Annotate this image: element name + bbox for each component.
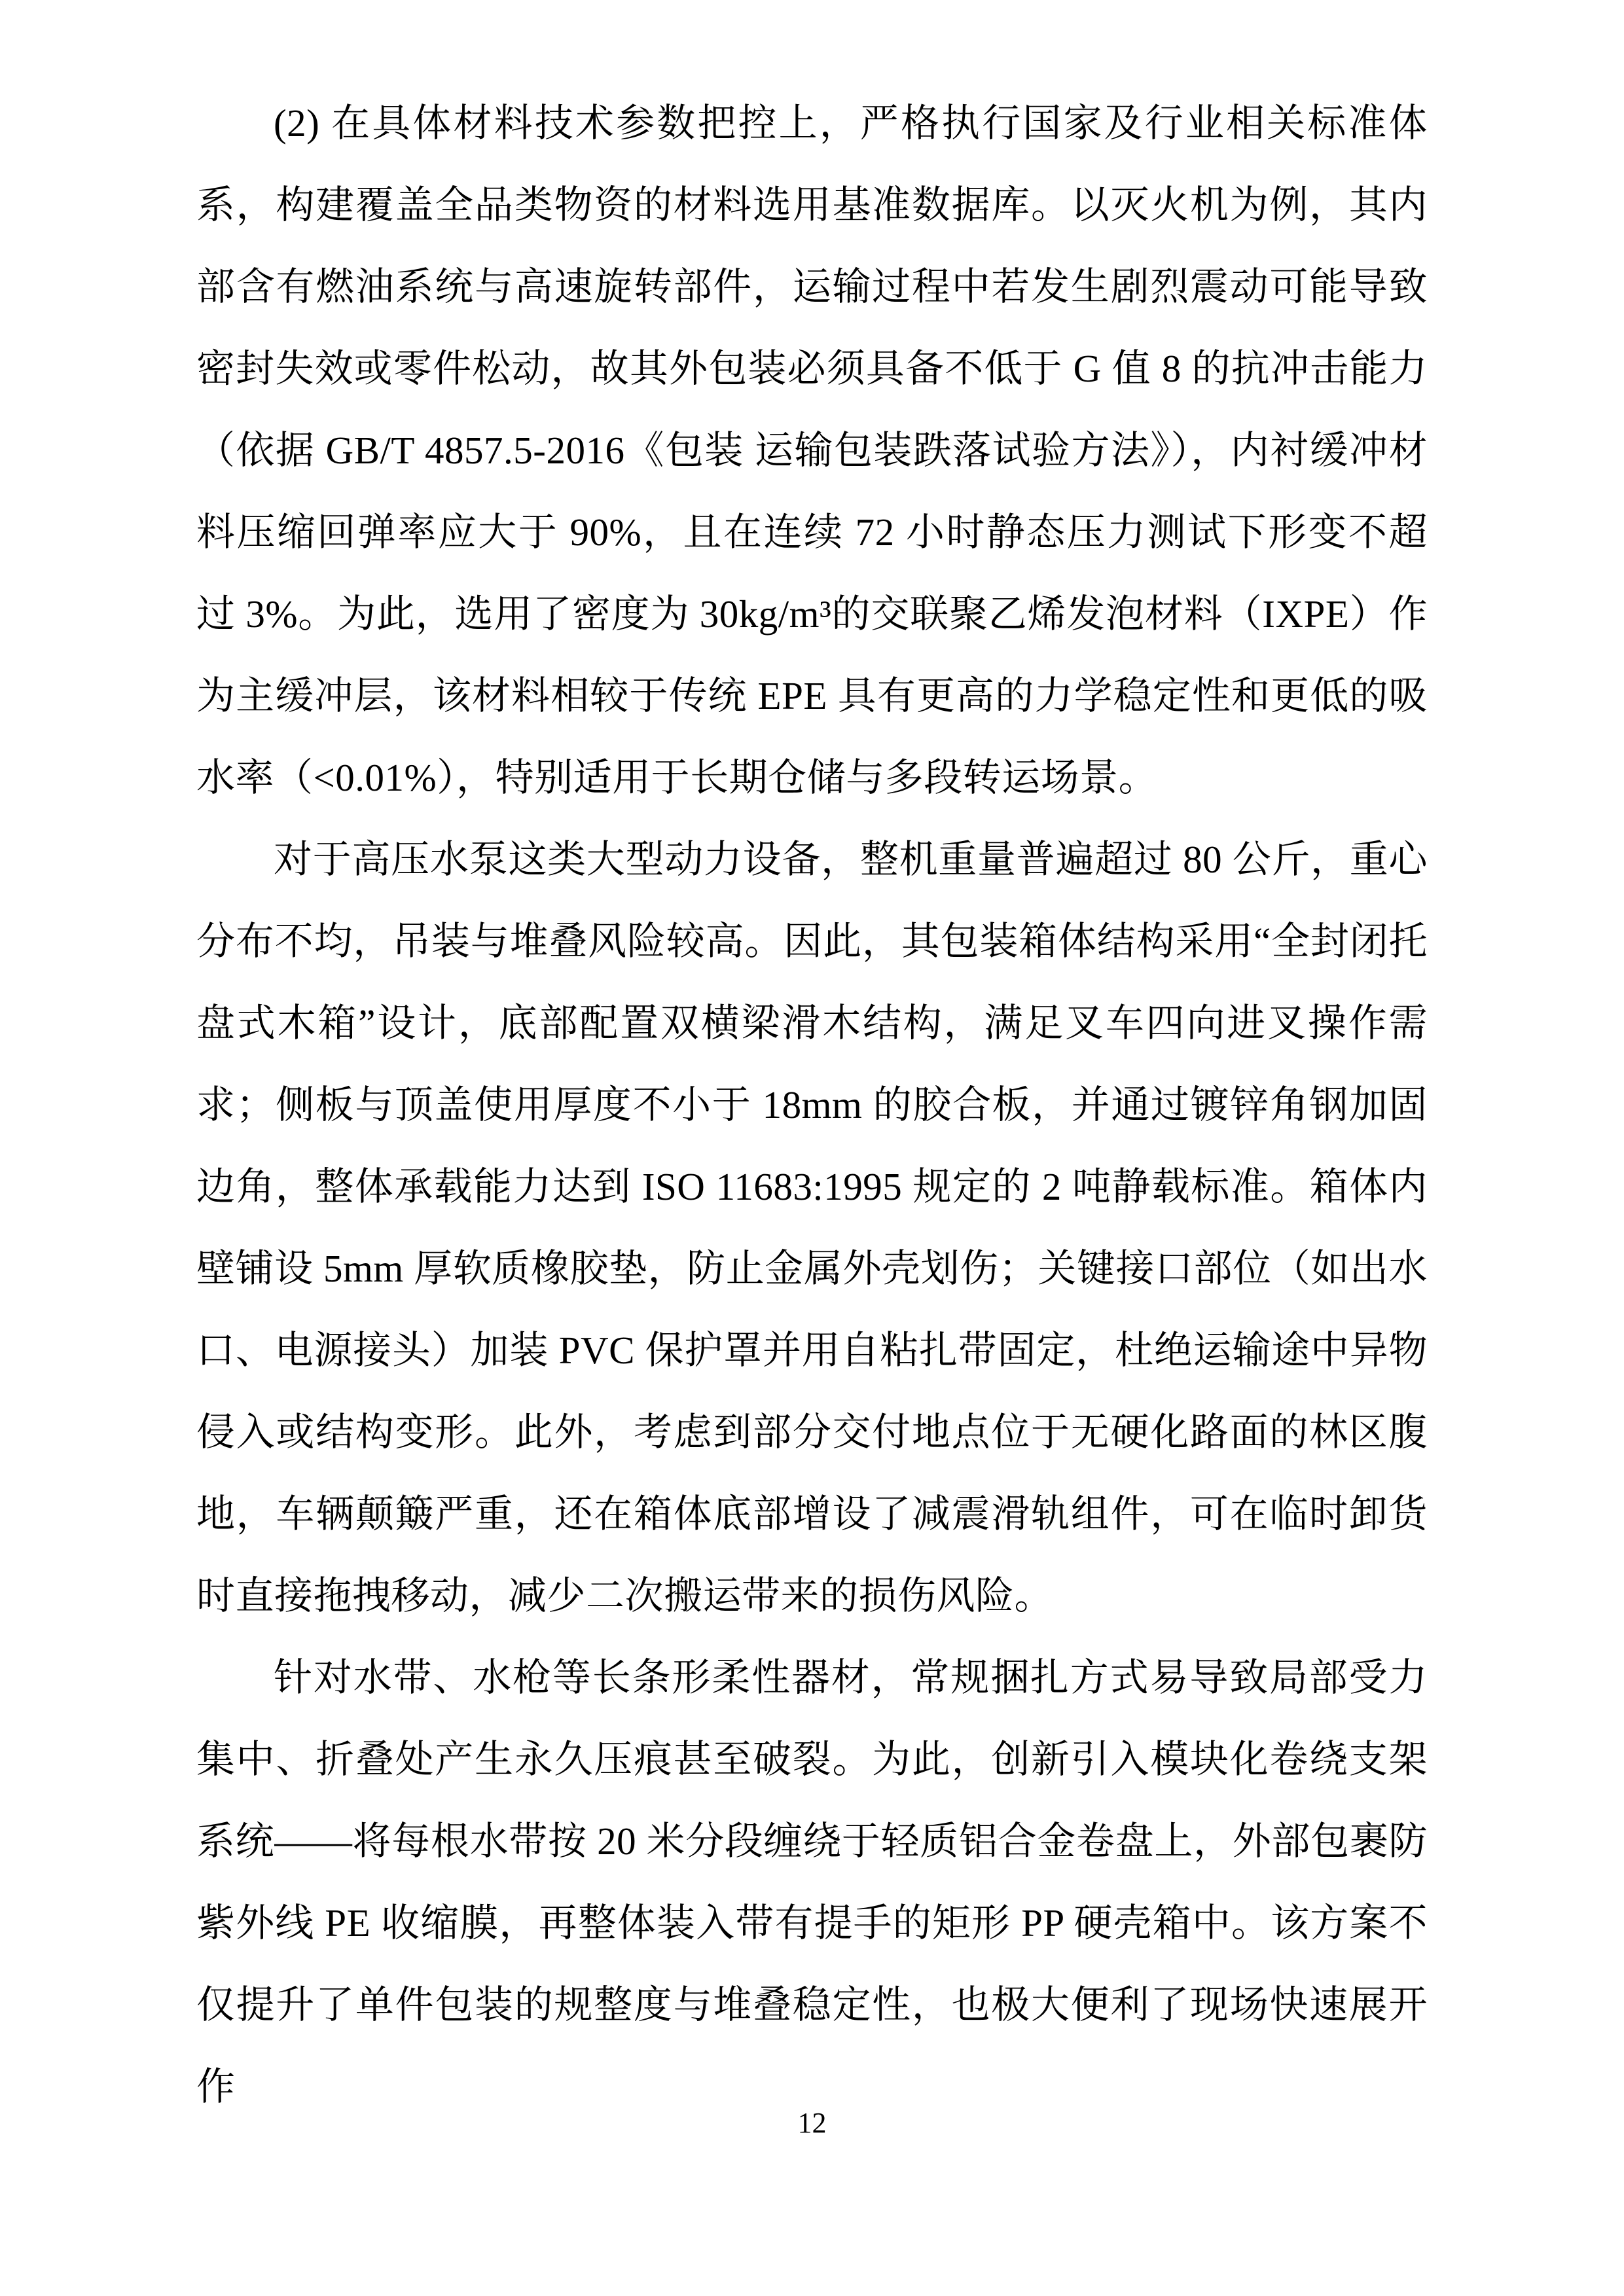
page-footer <box>0 2106 1624 2140</box>
document-body <box>196 82 1428 2128</box>
paragraph-pump-crate-design: 对于高压水泵这类大型动力设备，整机重量普遍超过 80 公斤，重心分布不均，吊装与堆叠风险较高。因此，其包装箱体结构采用“全封闭托盘式木箱”设计，底部配置双横梁滑木结构，满足叉车四向进叉操作需求；侧板与顶盖使用厚度不小于 18mm 的胶合板，并通过镀锌角钢加固边角，整体承载能力达到 ISO 11683:1995 规定的 2 吨静载标准。箱体内壁铺设 5mm 厚软质橡胶垫，防止金属外壳划伤；关键接口部位（如出水口、电源接头）加装 PVC 保护罩并用自粘扎带固定，杜绝运输途中异物侵入或结构变形。此外，考虑到部分交付地点位于无硬化路面的林区腹地，车辆颠簸严重，还在箱体底部增设了减震滑轨组件，可在临时卸货时直接拖拽移动，减少二次搬运带来的损伤风险。 <box>196 838 1428 1617</box>
paragraph-hose-reel-system: 针对水带、水枪等长条形柔性器材，常规捆扎方式易导致局部受力集中、折叠处产生永久压痕甚至破裂。为此，创新引入模块化卷绕支架系统——将每根水带按 20 米分段缠绕于轻质铝合金卷盘上，外部包裹防紫外线 PE 收缩膜，再整体装入带有提手的矩形 PP 硬壳箱中。该方案不仅提升了单件包装的规整度与堆叠稳定性，也极大便利了现场快速展开作 <box>196 1656 1428 2108</box>
page-number: 12 <box>797 2107 827 2139</box>
paragraph-materials-standards: (2) 在具体材料技术参数把控上，严格执行国家及行业相关标准体系，构建覆盖全品类物资的材料选用基准数据库。以灭火机为例，其内部含有燃油系统与高速旋转部件，运输过程中若发生剧烈震动可能导致密封失效或零件松动，故其外包装必须具备不低于 G 值 8 的抗冲击能力（依据 GB/T 4857.5-2016《包装 运输包装跌落试验方法》），内衬缓冲材料压缩回弹率应大于 90%，且在连续 72 小时静态压力测试下形变不超过 3%。为此，选用了密度为 30kg/m³的交联聚乙烯发泡材料（IXPE）作为主缓冲层，该材料相较于传统 EPE 具有更高的力学稳定性和更低的吸水率（<0.01%），特别适用于长期仓储与多段转运场景。 <box>196 101 1428 799</box>
